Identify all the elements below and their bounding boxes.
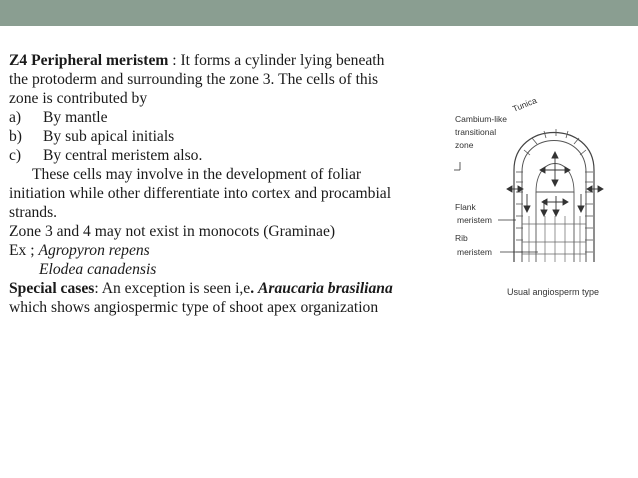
- para2-line3: strands.: [9, 204, 58, 221]
- inner-dome: [522, 141, 586, 263]
- special-line1: Special cases: An exception is seen i,e. Araucaria brasiliana: [9, 280, 393, 297]
- lower-cell-grid: [522, 216, 586, 262]
- para1-line3: zone is contributed by: [9, 90, 148, 107]
- para1-line1: Z4 Peripheral meristem : It forms a cylinder lying beneath: [9, 52, 385, 69]
- list-item-b: b) By sub apical initials: [9, 128, 175, 145]
- tunica-label: [511, 95, 538, 114]
- special-line2: which shows angiospermic type of shoot apex organization: [9, 299, 379, 316]
- list-item-c: c) By central meristem also.: [9, 147, 203, 164]
- para1-line2: the protoderm and surrounding the zone 3. The cells of this: [9, 71, 379, 88]
- diagram-caption: Usual angiosperm type: [507, 287, 600, 297]
- svg-text:Rib: Rib: [455, 233, 468, 243]
- special-cases-label: Special cases: [9, 280, 95, 297]
- svg-text:Tunica: Tunica: [511, 95, 539, 114]
- shoot-apex-diagram: [452, 92, 622, 310]
- tunica-hatching: [516, 129, 593, 252]
- svg-text:meristem: meristem: [457, 247, 492, 257]
- svg-text:zone: zone: [455, 140, 474, 150]
- title-bar: [0, 0, 638, 26]
- growth-arrows: [507, 152, 603, 216]
- para3: Zone 3 and 4 may not exist in monocots (Graminae): [9, 223, 336, 240]
- svg-text:Flank: Flank: [455, 202, 476, 212]
- species-araucaria: Araucaria brasiliana: [258, 280, 393, 297]
- list-item-a: a) By mantle: [9, 109, 108, 126]
- label-flank-meristem: [455, 202, 516, 225]
- label-cambium-zone: [454, 114, 507, 170]
- svg-text:meristem: meristem: [457, 215, 492, 225]
- label-rib-meristem: [455, 233, 538, 257]
- para2-line1: These cells may involve in the development of foliar: [32, 166, 362, 183]
- heading-peripheral-meristem: Z4 Peripheral meristem: [9, 52, 169, 69]
- example-line2: [9, 260, 454, 279]
- para2-line2: initiation while other differentiate into cortex and procambial: [9, 185, 392, 202]
- species-agropyron: Agropyron repens: [38, 242, 150, 259]
- example-line1: Ex ; Agropyron repens: [9, 242, 150, 259]
- svg-text:transitional: transitional: [455, 127, 497, 137]
- slide-text: [9, 51, 454, 317]
- species-elodea: Elodea canadensis: [39, 261, 157, 278]
- svg-text:Cambium-like: Cambium-like: [455, 114, 507, 124]
